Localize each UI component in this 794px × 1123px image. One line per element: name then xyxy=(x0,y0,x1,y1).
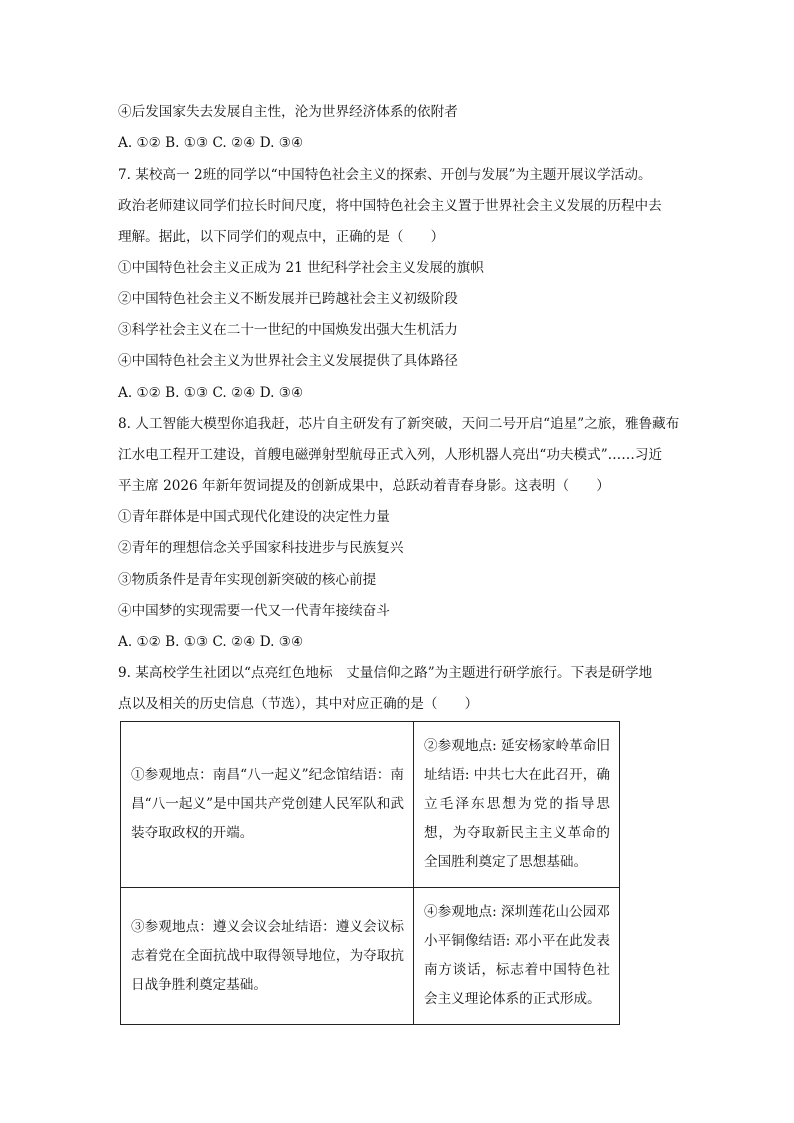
answer-choices: A. ①② B. ①③ C. ②④ D. ③④ xyxy=(118,135,304,151)
table-cell: ④参观地点: 深圳莲花山公园邓小平铜像结语: 邓小平在此发表南方谈话，标志着中国特色社会主义理论体系的正式形成。 xyxy=(414,888,620,1025)
option-line: ②中国特色社会主义不断发展并已跨越社会主义初级阶段 xyxy=(118,291,458,307)
question-7-stem: 理解。据此，以下同学们的观点中，正确的是（ ） xyxy=(118,229,445,245)
table-row xyxy=(121,888,620,1025)
option-line: ③物质条件是青年实现创新突破的核心前提 xyxy=(118,572,377,588)
answer-choices: A. ①② B. ①③ C. ②④ D. ③④ xyxy=(118,634,304,650)
question-7-stem: 7. 某校高一 2班的同学以“中国特色社会主义的探索、开创与发展”为主题开展议学活动。 xyxy=(118,167,652,183)
table-cell: ③参观地点：遵义会议会址结语：遵义会议标志着党在全面抗战中取得领导地位，为夺取抗日战争胜利奠定基础。 xyxy=(121,888,414,1025)
option-line: ④中国特色社会主义为世界社会主义发展提供了具体路径 xyxy=(118,353,458,369)
option-line: ①中国特色社会主义正成为 21 世纪科学社会主义发展的旗帜 xyxy=(118,260,484,276)
option-line: ④中国梦的实现需要一代又一代青年接续奋斗 xyxy=(118,603,390,619)
question-9-stem: 9. 某高校学生社团以“点亮红色地标 丈量信仰之路”为主题进行研学旅行。下表是研学地 xyxy=(118,665,653,681)
question-8-stem: 江水电工程开工建设，首艘电磁弹射型航母正式入列，人形机器人亮出“功夫模式”……习近 xyxy=(118,447,663,463)
option-line: ①青年群体是中国式现代化建设的决定性力量 xyxy=(118,509,390,525)
question-7-stem: 政治老师建议同学们拉长时间尺度，将中国特色社会主义置于世界社会主义发展的历程中去 xyxy=(118,198,662,214)
question-8-stem: 平主席 2026 年新年贺词提及的创新成果中，总跃动着青春身影。这表明（ ） xyxy=(118,478,610,494)
option-line: ②青年的理想信念关乎国家科技进步与民族复兴 xyxy=(118,540,404,556)
table-cell: ②参观地点: 延安杨家岭革命旧址结语: 中共七大在此召开，确立毛泽东思想为党的指导思想，为夺取新民主主义革命的全国胜利奠定了思想基础。 xyxy=(414,722,620,888)
option-line: ③科学社会主义在二十一世纪的中国焕发出强大生机活力 xyxy=(118,322,458,338)
option-line: ④后发国家失去发展自主性，沦为世界经济体系的依附者 xyxy=(118,104,458,120)
answer-choices: A. ①② B. ①③ C. ②④ D. ③④ xyxy=(118,385,304,401)
question-9-stem: 点以及相关的历史信息（节选），其中对应正确的是（ ） xyxy=(118,696,479,712)
table-cell: ①参观地点：南昌“八一起义”纪念馆结语：南昌“八一起义”是中国共产党创建人民军队和武装夺取政权的开端。 xyxy=(121,722,414,888)
history-info-table xyxy=(120,721,620,1025)
question-8-stem: 8. 人工智能大模型你追我赶，芯片自主研发有了新突破，天问二号开启“追星”之旅，雅鲁藏布 xyxy=(118,416,680,432)
table-row xyxy=(121,722,620,888)
